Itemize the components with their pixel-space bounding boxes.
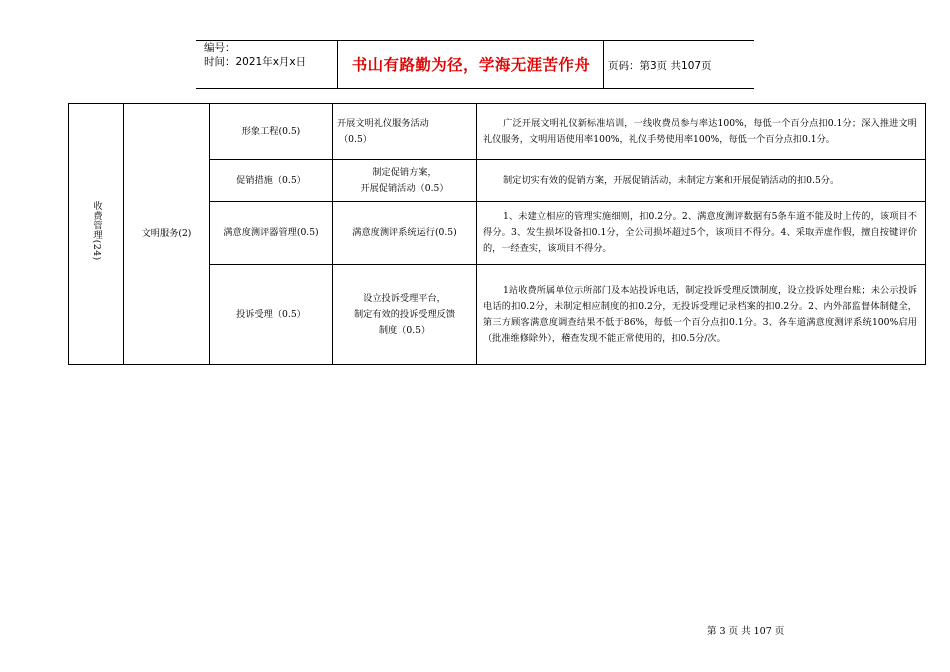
page-header <box>196 40 754 89</box>
standard-line: 满意度测评系统运行(0.5) <box>352 227 457 238</box>
table-row <box>69 104 926 160</box>
item-cell: 投诉受理（0.5） <box>210 265 333 365</box>
standard-line: 开展促销活动（0.5） <box>360 182 449 194</box>
description-cell <box>477 265 926 365</box>
description-text: 1、未建立相应的管理实施细则，扣0.2分。2、满意度测评数据有5条车道不能及时上传的，该项目不得分。3、发生损坏设备扣0.1分，全公司损坏超过5个，该项目不得分。4、采取弄虚作假，擅自按键评价的，一经查实，该项目不得分。 <box>483 211 917 254</box>
description-cell <box>477 202 926 265</box>
standard-line: 设立投诉受理平台， <box>363 292 446 304</box>
document-time-label: 时间：2021年x月x日 <box>204 56 307 68</box>
standard-line: （0.5） <box>339 133 372 145</box>
header-motto: 书山有路勤为径，学海无涯苦作舟 <box>351 56 591 74</box>
standard-cell <box>333 202 477 265</box>
description-cell <box>477 160 926 202</box>
header-meta <box>204 41 336 69</box>
item-cell: 形象工程(0.5) <box>210 104 333 160</box>
assessment-table <box>68 103 926 365</box>
subcategory-label: 文明服务(2) <box>141 228 192 239</box>
standard-cell <box>333 104 477 160</box>
standard-line: 制定有效的投诉受理反馈 <box>353 308 456 320</box>
description-cell <box>477 104 926 160</box>
item-cell: 促销措施（0.5） <box>210 160 333 202</box>
category-label: 收费管理(24) <box>91 201 102 261</box>
header-divider <box>337 41 338 88</box>
item-cell: 满意度测评器管理(0.5) <box>210 202 333 265</box>
description-text: 1站收费所属单位示所部门及本站投诉电话，制定投诉受理反馈制度，设立投诉处理台账；未公示投诉电话的扣0.2分，未制定相应制度的扣0.2分，无投诉受理记录档案的扣0.2分。2、内外部监督体制健全，第三方顾客满意度调查结果不低于86%，每低一个百分点扣0.1分。3、各车道满意度测评系统100%启用（批准维修除外），稽查发现不能正常使用的，扣0.5分/次。 <box>483 284 917 344</box>
subcategory-cell <box>124 104 210 365</box>
standard-cell <box>333 160 477 202</box>
description-text: 广泛开展文明礼仪新标准培训，一线收费员参与率达100%，每低一个百分点扣0.1分；深入推进文明礼仪服务，文明用语使用率100%，礼仪手势使用率100%，每低一个百分点扣0.1分。 <box>483 117 917 145</box>
header-divider <box>603 41 604 88</box>
standard-cell <box>333 265 477 365</box>
standard-line: 制定促销方案， <box>372 166 437 178</box>
category-cell <box>69 104 124 365</box>
page-footer: 第 3 页 共 107 页 <box>707 626 785 637</box>
header-page-label: 页码：第3页 共107页 <box>608 60 712 72</box>
document-number-label: 编号： <box>204 42 236 54</box>
standard-line: 开展文明礼仪服务活动 <box>337 117 429 129</box>
standard-line: 制度（0.5） <box>378 324 431 336</box>
description-text: 制定切实有效的促销方案，开展促销活动，未制定方案和开展促销活动的扣0.5分。 <box>503 174 840 186</box>
